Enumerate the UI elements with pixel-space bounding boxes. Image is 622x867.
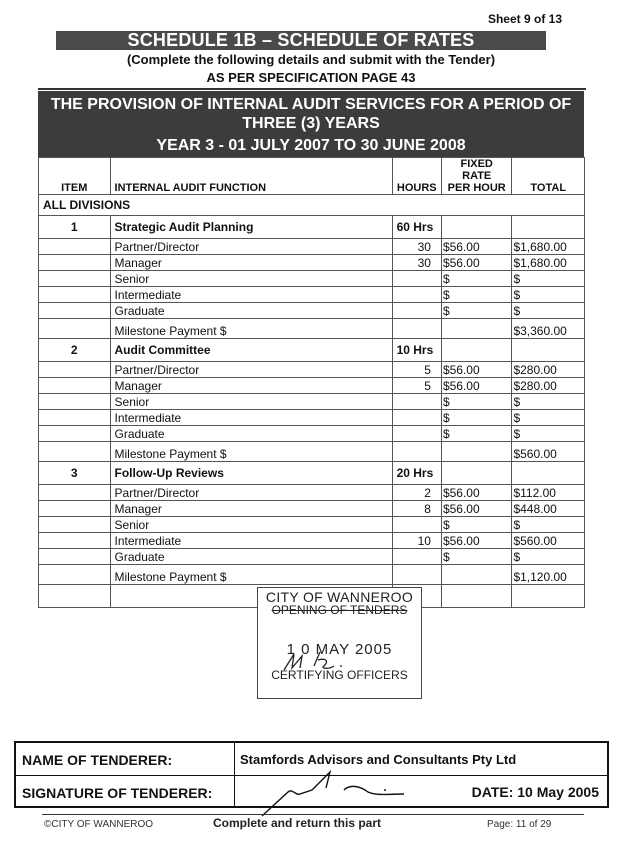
- item-cell: [39, 517, 111, 533]
- item-cell: [39, 501, 111, 517]
- milestone-row: [39, 319, 585, 339]
- role-label: Senior: [110, 517, 392, 533]
- role-label: Partner/Director: [110, 239, 392, 255]
- milestone-row: [39, 442, 585, 462]
- tenderer-name-label: NAME OF TENDERER:: [22, 752, 173, 768]
- service-title-box: [38, 91, 584, 157]
- tenderer-signature-label: SIGNATURE OF TENDERER:: [22, 785, 213, 801]
- hours-cell: [392, 442, 441, 462]
- division-row: [39, 195, 585, 216]
- officer-initials-scribble: [280, 648, 360, 674]
- total-value[interactable]: $: [512, 426, 585, 442]
- item-cell: [39, 287, 111, 303]
- table-row: [39, 287, 585, 303]
- rate-value[interactable]: $56.00: [441, 378, 512, 394]
- role-label: Manager: [110, 378, 392, 394]
- role-label: Senior: [110, 394, 392, 410]
- milestone-total[interactable]: $1,120.00: [512, 565, 585, 585]
- item-cell: [39, 533, 111, 549]
- stamp-organisation: CITY OF WANNEROO: [265, 589, 414, 605]
- table-row: [39, 378, 585, 394]
- hours-value[interactable]: [392, 271, 441, 287]
- item-cell: [39, 303, 111, 319]
- role-label: Intermediate: [110, 410, 392, 426]
- table-row: [39, 549, 585, 565]
- page-number: Page: 11 of 29: [487, 819, 552, 830]
- rate-value[interactable]: $: [441, 517, 512, 533]
- rate-cell: [441, 339, 512, 362]
- role-label: Graduate: [110, 549, 392, 565]
- title-line-2: THREE (3) YEARS: [242, 115, 380, 132]
- col-header-hours: HOURS: [392, 158, 441, 195]
- total-value[interactable]: $560.00: [512, 533, 585, 549]
- hours-value[interactable]: 10: [392, 533, 441, 549]
- section-row: [39, 339, 585, 362]
- col-header-rate-line1: FIXED RATE: [460, 158, 493, 182]
- col-header-total: TOTAL: [512, 158, 585, 195]
- title-line-1: THE PROVISION OF INTERNAL AUDIT SERVICES FOR A PERIOD OF: [50, 96, 572, 113]
- section-row: [39, 462, 585, 485]
- total-value[interactable]: $1,680.00: [512, 255, 585, 271]
- schedule-banner: SCHEDULE 1B – SCHEDULE OF RATES: [56, 31, 546, 50]
- role-label: Senior: [110, 271, 392, 287]
- role-label: Partner/Director: [110, 485, 392, 501]
- role-label: Intermediate: [110, 287, 392, 303]
- item-cell: [39, 239, 111, 255]
- division-label: ALL DIVISIONS: [39, 195, 585, 216]
- rate-value[interactable]: $: [441, 271, 512, 287]
- hours-value[interactable]: 5: [392, 362, 441, 378]
- sheet-number: Sheet 9 of 13: [487, 12, 562, 26]
- rate-value[interactable]: $: [441, 426, 512, 442]
- tender-opening-stamp: [257, 587, 422, 699]
- rate-value[interactable]: $: [441, 549, 512, 565]
- item-cell: [39, 485, 111, 501]
- hours-value[interactable]: 30: [392, 255, 441, 271]
- item-number: 2: [39, 339, 111, 362]
- total-value[interactable]: $: [512, 517, 585, 533]
- rate-value[interactable]: $56.00: [441, 255, 512, 271]
- milestone-total[interactable]: $560.00: [512, 442, 585, 462]
- rate-cell: [441, 216, 512, 239]
- rate-value[interactable]: $56.00: [441, 485, 512, 501]
- footer-divider: [42, 814, 584, 815]
- role-label: Manager: [110, 501, 392, 517]
- empty-cell: [441, 585, 512, 608]
- total-cell: [512, 462, 585, 485]
- table-row: [39, 501, 585, 517]
- hours-value[interactable]: 30: [392, 239, 441, 255]
- rate-value[interactable]: $: [441, 410, 512, 426]
- hours-value[interactable]: [392, 549, 441, 565]
- total-value[interactable]: $: [512, 287, 585, 303]
- total-cell: [512, 339, 585, 362]
- total-value[interactable]: $280.00: [512, 378, 585, 394]
- item-cell: [39, 442, 111, 462]
- empty-cell: [39, 585, 111, 608]
- hours-value[interactable]: 5: [392, 378, 441, 394]
- table-row: [39, 362, 585, 378]
- milestone-label: Milestone Payment $: [110, 565, 392, 585]
- hours-value[interactable]: [392, 517, 441, 533]
- rate-cell: [441, 319, 512, 339]
- col-header-rate-line2: PER HOUR: [447, 182, 506, 194]
- milestone-row: [39, 565, 585, 585]
- item-number: 1: [39, 216, 111, 239]
- col-header-function: INTERNAL AUDIT FUNCTION: [110, 158, 392, 195]
- stamp-date: 1 0 MAY 2005: [286, 641, 393, 658]
- role-label: Graduate: [110, 303, 392, 319]
- table-row: [39, 517, 585, 533]
- item-cell: [39, 410, 111, 426]
- item-cell: [39, 394, 111, 410]
- copyright-notice: ©CITY OF WANNEROO: [44, 819, 154, 830]
- table-row: [39, 410, 585, 426]
- hours-value[interactable]: [392, 394, 441, 410]
- section-hours: 10 Hrs: [392, 339, 441, 362]
- return-instruction: Complete and return this part: [213, 816, 382, 830]
- rate-value[interactable]: $56.00: [441, 362, 512, 378]
- total-value[interactable]: $1,680.00: [512, 239, 585, 255]
- tenderer-name-value[interactable]: Stamfords Advisors and Consultants Pty Ltd: [240, 752, 517, 767]
- audit-function-name: Strategic Audit Planning: [110, 216, 392, 239]
- hours-cell: [392, 319, 441, 339]
- table-row: [39, 271, 585, 287]
- table-row: [39, 239, 585, 255]
- year-period: YEAR 3 - 01 JULY 2007 TO 30 JUNE 2008: [156, 137, 466, 154]
- item-cell: [39, 549, 111, 565]
- table-header-row: [39, 158, 585, 195]
- role-label: Graduate: [110, 426, 392, 442]
- item-cell: [39, 426, 111, 442]
- stamp-title: OPENING OF TENDERS: [271, 603, 408, 617]
- total-value[interactable]: $: [512, 271, 585, 287]
- total-value[interactable]: $112.00: [512, 485, 585, 501]
- stamp-certifying-officers: CERTIFYING OFFICERS: [271, 668, 408, 682]
- total-value[interactable]: $: [512, 549, 585, 565]
- hours-value[interactable]: 8: [392, 501, 441, 517]
- divider: [38, 88, 586, 90]
- hours-value[interactable]: 2: [392, 485, 441, 501]
- table-row: [39, 533, 585, 549]
- role-label: Manager: [110, 255, 392, 271]
- rate-value[interactable]: $: [441, 303, 512, 319]
- milestone-total[interactable]: $3,360.00: [512, 319, 585, 339]
- role-label: Intermediate: [110, 533, 392, 549]
- schedule-of-rates-table: [38, 157, 585, 608]
- rate-value[interactable]: $: [441, 394, 512, 410]
- section-hours: 60 Hrs: [392, 216, 441, 239]
- item-cell: [39, 271, 111, 287]
- rate-value[interactable]: $56.00: [441, 501, 512, 517]
- col-header-rate: [441, 158, 512, 195]
- audit-function-name: Audit Committee: [110, 339, 392, 362]
- total-value[interactable]: $448.00: [512, 501, 585, 517]
- table-row: [39, 394, 585, 410]
- hours-value[interactable]: [392, 426, 441, 442]
- rate-value[interactable]: $56.00: [441, 239, 512, 255]
- total-value[interactable]: $: [512, 394, 585, 410]
- rate-cell: [441, 462, 512, 485]
- item-cell: [39, 378, 111, 394]
- instructions-subtitle: (Complete the following details and submit with the Tender): [126, 52, 496, 67]
- table-row: [39, 426, 585, 442]
- table-row: [39, 485, 585, 501]
- hours-value[interactable]: [392, 287, 441, 303]
- item-number: 3: [39, 462, 111, 485]
- milestone-label: Milestone Payment $: [110, 319, 392, 339]
- item-cell: [39, 362, 111, 378]
- section-row: [39, 216, 585, 239]
- specification-reference: AS PER SPECIFICATION PAGE 43: [206, 70, 416, 85]
- hours-cell: [392, 565, 441, 585]
- total-value[interactable]: $280.00: [512, 362, 585, 378]
- item-cell: [39, 565, 111, 585]
- empty-cell: [512, 585, 585, 608]
- rate-value[interactable]: $: [441, 287, 512, 303]
- total-value[interactable]: $: [512, 303, 585, 319]
- milestone-label: Milestone Payment $: [110, 442, 392, 462]
- table-row: [39, 303, 585, 319]
- total-value[interactable]: $: [512, 410, 585, 426]
- audit-function-name: Follow-Up Reviews: [110, 462, 392, 485]
- hours-value[interactable]: [392, 303, 441, 319]
- item-cell: [39, 319, 111, 339]
- signature-date: DATE: 10 May 2005: [471, 784, 599, 800]
- table-row: [39, 255, 585, 271]
- rate-value[interactable]: $56.00: [441, 533, 512, 549]
- section-hours: 20 Hrs: [392, 462, 441, 485]
- tenderer-signature-scribble: [250, 770, 410, 820]
- rate-cell: [441, 565, 512, 585]
- rate-cell: [441, 442, 512, 462]
- total-cell: [512, 216, 585, 239]
- item-cell: [39, 255, 111, 271]
- col-header-item: ITEM: [39, 158, 111, 195]
- role-label: Partner/Director: [110, 362, 392, 378]
- hours-value[interactable]: [392, 410, 441, 426]
